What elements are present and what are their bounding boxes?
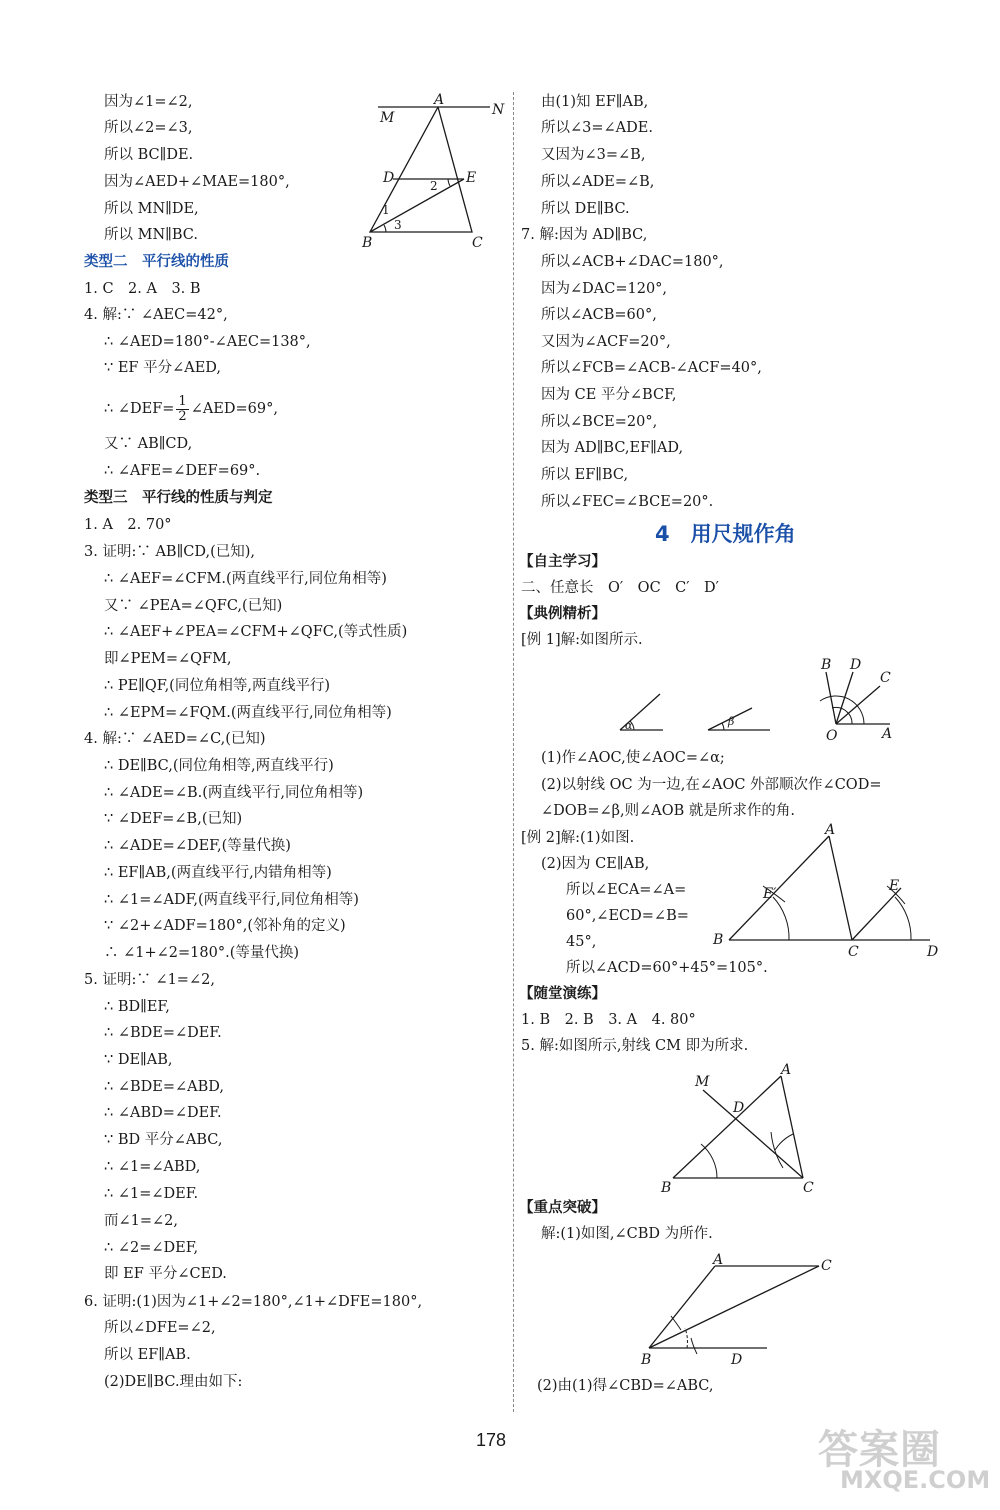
text-line: 所以 EF∥AB.	[104, 1347, 191, 1363]
text-line: ∴ PE∥QF,(同位角相等,两直线平行)	[104, 678, 331, 694]
text-line: 7. 解:因为 AD∥BC,	[521, 227, 648, 243]
figure-angle-bisect	[635, 1250, 845, 1375]
text-line: ∵ BD 平分∠ABC,	[104, 1132, 223, 1148]
text-line: 所以∠ADE=∠B,	[541, 174, 655, 190]
text-line: ∴ ∠AFE=∠DEF=69°.	[104, 463, 261, 479]
figure-ray-construction	[655, 1060, 835, 1200]
point-label: D	[733, 1100, 745, 1116]
point-label: A	[713, 1252, 724, 1268]
text-line: ∴ ∠AEF+∠PEA=∠CFM+∠QFC,(等式性质)	[104, 624, 408, 640]
watermark-url: MXQE.COM	[840, 1466, 991, 1494]
text-line: ∴ BD∥EF,	[104, 999, 170, 1015]
text-line: 因为∠1=∠2,	[104, 94, 193, 110]
text-line: 所以∠ACD=60°+45°=105°.	[566, 960, 768, 976]
text-line: 又因为∠3=∠B,	[541, 147, 646, 163]
point-label: A	[781, 1062, 792, 1078]
text-line: 又∵ ∠PEA=∠QFC,(已知)	[104, 598, 283, 614]
text-line: 又因为∠ACF=20°,	[541, 334, 671, 350]
text-line: ∴ ∠AEF=∠CFM.(两直线平行,同位角相等)	[104, 571, 387, 587]
text-line: (1)作∠AOC,使∠AOC=∠α;	[541, 750, 725, 766]
text-line: 由(1)知 EF∥AB,	[541, 94, 649, 110]
text-line: ∠DOB=∠β,则∠AOB 就是所求作的角.	[541, 803, 795, 819]
text-line: 所以 MN∥DE,	[104, 201, 199, 217]
text-line: 即∠PEM=∠QFM,	[104, 651, 232, 667]
point-label: B	[821, 657, 832, 673]
text-line: 所以∠ACB=60°,	[541, 307, 657, 323]
page-number: 178	[476, 1430, 507, 1450]
text-line: ∴ ∠BDE=∠ABD,	[104, 1079, 224, 1095]
point-label: B	[641, 1352, 652, 1368]
text-line: 所以 MN∥BC.	[104, 227, 198, 243]
section-bracket-heading: 【随堂演练】	[519, 986, 606, 1002]
point-label: A	[434, 92, 445, 108]
text-line: 5. 证明:∵ ∠1=∠2,	[84, 972, 215, 988]
text-line: 即 EF 平分∠CED.	[104, 1266, 227, 1282]
figure-parallel-construction	[705, 822, 955, 962]
watermark-logo: 答案圈	[818, 1427, 941, 1473]
text-line: 1. B 2. B 3. A 4. 80°	[521, 1012, 696, 1028]
fraction-line	[104, 392, 278, 426]
fraction-denominator: 2	[178, 408, 187, 424]
text-line: ∴ ∠AED=180°-∠AEC=138°,	[104, 334, 311, 350]
text-line: 又∵ AB∥CD,	[104, 436, 193, 452]
point-label: E	[466, 170, 477, 186]
text-line: 二、任意长 O′ OC C′ D′	[521, 580, 719, 596]
text-fragment: ∠AED=69°,	[190, 401, 278, 417]
text-line: 所以∠BCE=20°,	[541, 414, 658, 430]
point-label: E	[889, 878, 900, 894]
point-label: C	[821, 1258, 832, 1274]
point-label: B	[362, 235, 373, 251]
text-line: [例 1]解:如图所示.	[521, 632, 643, 648]
point-label: C	[472, 235, 483, 251]
section-heading: 类型三 平行线的性质与判定	[84, 490, 273, 506]
text-line: ∴ DE∥BC,(同位角相等,两直线平行)	[104, 758, 334, 774]
point-label: D	[383, 170, 395, 186]
section-bracket-heading: 【重点突破】	[519, 1200, 606, 1216]
text-line: 所以 DE∥BC.	[541, 201, 630, 217]
angle-label: 3	[394, 218, 402, 232]
text-line: ∴ ∠1+∠2=180°.(等量代换)	[104, 945, 300, 961]
chapter-title: 4 用尺规作角	[655, 522, 796, 546]
text-line: 所以 EF∥BC,	[541, 467, 629, 483]
point-label: M	[695, 1074, 710, 1090]
text-line: ∴ ∠1=∠DEF.	[104, 1186, 199, 1202]
text-line: 5. 解:如图所示,射线 CM 即为所求.	[521, 1038, 749, 1054]
point-label: A	[882, 726, 893, 742]
text-line: 所以∠2=∠3,	[104, 120, 193, 136]
text-line: ∵ DE∥AB,	[104, 1052, 173, 1068]
angle-label: α	[625, 719, 633, 732]
text-line: 因为∠DAC=120°,	[541, 281, 668, 297]
text-line: ∴ ∠ABD=∠DEF.	[104, 1105, 222, 1121]
text-line: 所以∠ACB+∠DAC=180°,	[541, 254, 724, 270]
point-label: M	[380, 110, 395, 126]
text-line: 所以 BC∥DE.	[104, 147, 194, 163]
figure-angle-construction	[600, 652, 900, 752]
angle-label: β	[728, 715, 735, 728]
point-label: D	[731, 1352, 743, 1368]
point-label: N	[492, 102, 505, 118]
text-line: 因为∠AED+∠MAE=180°,	[104, 174, 290, 190]
angle-label: 2	[430, 179, 438, 193]
section-bracket-heading: 【自主学习】	[519, 554, 606, 570]
point-label: C	[803, 1180, 814, 1196]
text-line: 1. A 2. 70°	[84, 517, 172, 533]
text-line: 1. C 2. A 3. B	[84, 281, 201, 297]
text-line: 所以∠DFE=∠2,	[104, 1320, 216, 1336]
text-line: 所以∠FEC=∠BCE=20°.	[541, 494, 714, 510]
point-label: D	[850, 657, 862, 673]
section-heading: 类型二 平行线的性质	[84, 254, 229, 270]
angle-label: 1	[382, 203, 390, 217]
text-line: ∵ EF 平分∠AED,	[104, 360, 222, 376]
text-line: 因为 CE 平分∠BCF,	[541, 387, 677, 403]
point-label: A	[825, 822, 836, 838]
text-line: (2)因为 CE∥AB,	[541, 856, 650, 872]
text-line: (2)DE∥BC.理由如下:	[104, 1374, 243, 1390]
text-line: ∴ ∠2=∠DEF,	[104, 1240, 199, 1256]
fraction	[176, 395, 188, 424]
text-line: 4. 解:∵ ∠AED=∠C,(已知)	[84, 731, 266, 747]
text-line: 因为 AD∥BC,EF∥AD,	[541, 440, 684, 456]
point-label: O	[826, 728, 838, 744]
text-line: ∵ ∠DEF=∠B,(已知)	[104, 811, 243, 827]
text-line: 解:(1)如图,∠CBD 为所作.	[541, 1226, 713, 1242]
text-line: ∵ ∠2+∠ADF=180°,(邻补角的定义)	[104, 918, 346, 934]
point-label: B	[713, 932, 724, 948]
text-line: ∴ ∠1=∠ABD,	[104, 1159, 201, 1175]
text-line: ∴ ∠BDE=∠DEF.	[104, 1025, 222, 1041]
text-line: [例 2]解:(1)如图.	[521, 830, 635, 846]
text-line: 60°,∠ECD=∠B=	[566, 908, 689, 924]
text-line: (2)由(1)得∠CBD=∠ABC,	[537, 1378, 714, 1394]
text-line: 而∠1=∠2,	[104, 1213, 179, 1229]
text-line: (2)以射线 OC 为一边,在∠AOC 外部顺次作∠COD=	[541, 777, 882, 793]
text-line: 所以∠3=∠ADE.	[541, 120, 653, 136]
column-divider	[513, 92, 514, 1412]
figure-parallel-triangle	[360, 92, 510, 252]
text-line: 所以∠ECA=∠A=	[566, 882, 687, 898]
text-line: ∴ ∠ADE=∠B.(两直线平行,同位角相等)	[104, 785, 364, 801]
text-line: ∴ ∠1=∠ADF,(两直线平行,同位角相等)	[104, 892, 359, 908]
point-label: E′	[763, 886, 777, 902]
text-line: ∴ ∠EPM=∠FQM.(两直线平行,同位角相等)	[104, 705, 392, 721]
point-label: C	[880, 670, 891, 686]
text-line: 所以∠FCB=∠ACB-∠ACF=40°,	[541, 360, 762, 376]
section-bracket-heading: 【典例精析】	[519, 606, 606, 622]
text-line: ∴ EF∥AB,(两直线平行,内错角相等)	[104, 865, 332, 881]
point-label: C	[848, 944, 859, 960]
text-line: 45°,	[566, 934, 597, 950]
text-fragment: ∴ ∠DEF=	[104, 401, 175, 417]
point-label: D	[927, 944, 939, 960]
text-line: 6. 证明:(1)因为∠1+∠2=180°,∠1+∠DFE=180°,	[84, 1294, 423, 1310]
text-line: ∴ ∠ADE=∠DEF,(等量代换)	[104, 838, 291, 854]
point-label: B	[661, 1180, 672, 1196]
text-line: 3. 证明:∵ AB∥CD,(已知),	[84, 544, 255, 560]
text-line: 4. 解:∵ ∠AEC=42°,	[84, 307, 228, 323]
fraction-numerator: 1	[178, 393, 187, 409]
